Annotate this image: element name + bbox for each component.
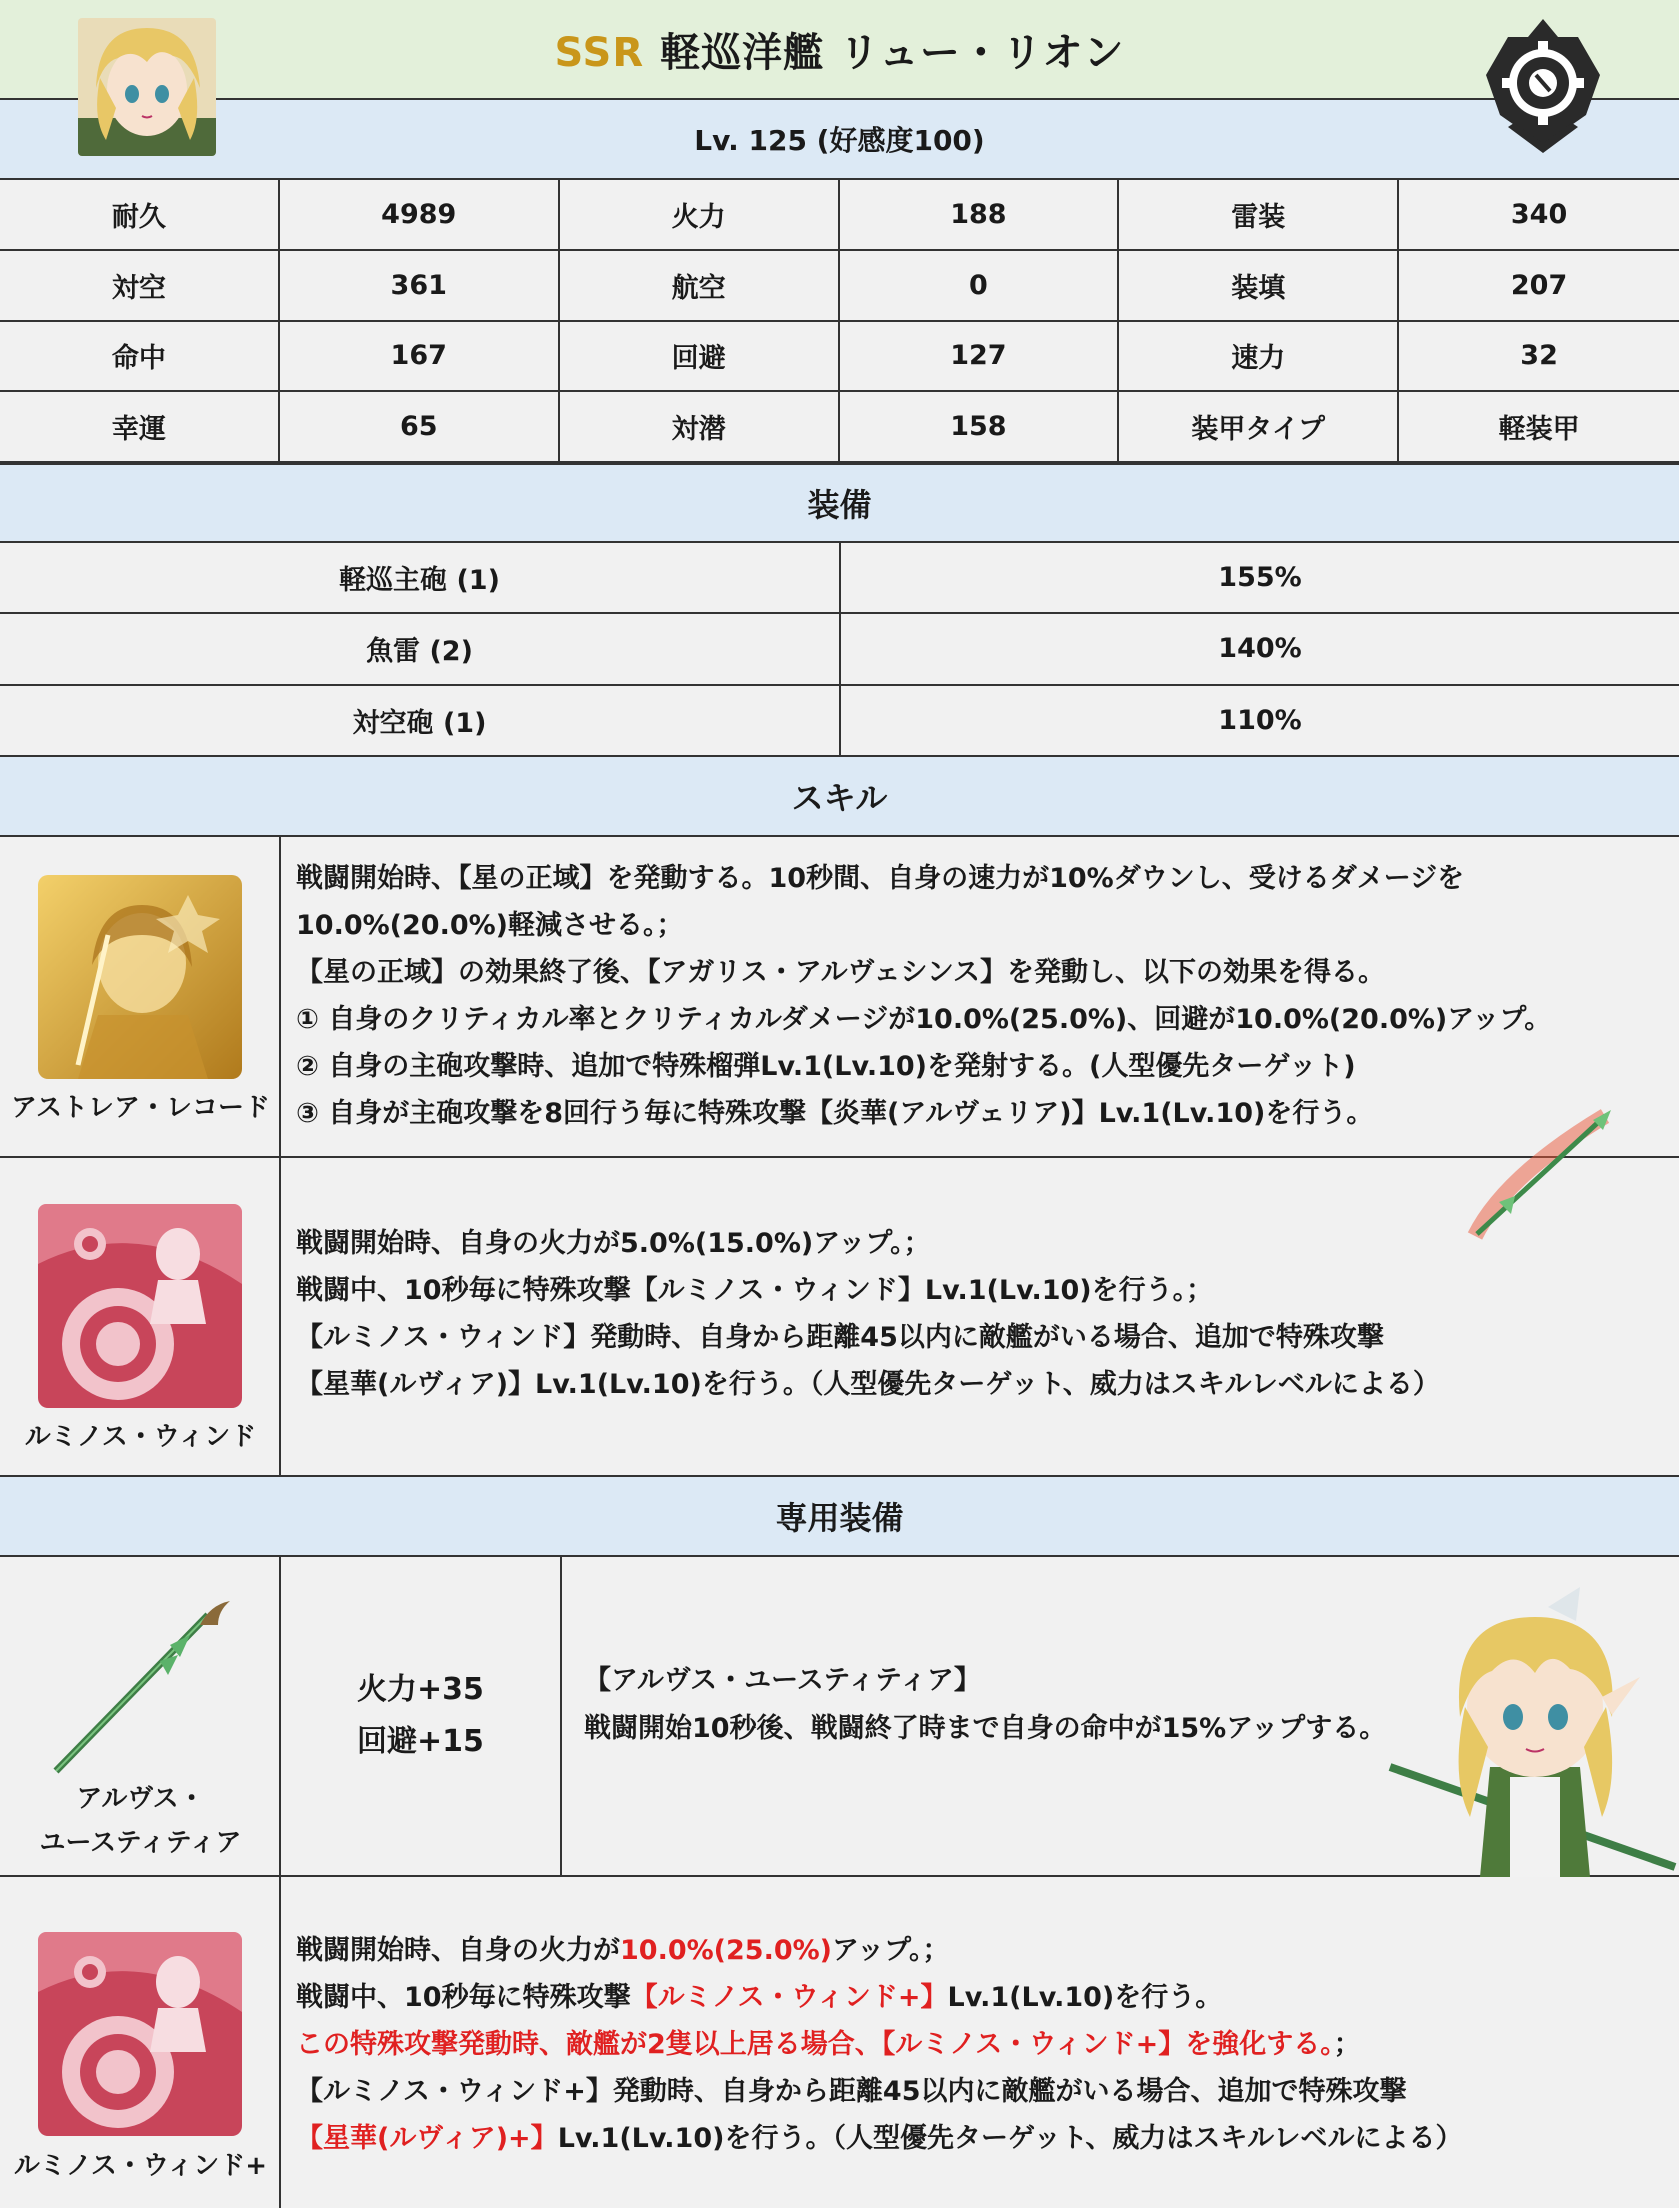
stat-value: 127	[840, 322, 1120, 393]
skill-text-line: 戦闘開始時、自身の火力が5.0%(15.0%)アップ。；	[296, 1228, 931, 1259]
skill-2-description	[296, 1220, 1666, 1408]
exclusive-stats-cell	[281, 1557, 562, 1875]
stat-value: 361	[280, 251, 560, 322]
skill-row-2	[0, 1158, 1679, 1477]
stat-value: 0	[840, 251, 1120, 322]
skill-text-line: ③ 自身が主砲攻撃を8回行う毎に特殊攻撃【炎華(アルヴェリア)】Lv.1(Lv.10)を行う。	[296, 1098, 1374, 1129]
stat-label: 雷装	[1119, 180, 1399, 251]
stat-label: 速力	[1119, 322, 1399, 393]
exclusive-weapon-cell	[0, 1557, 281, 1875]
exclusive-heading	[0, 1477, 1679, 1557]
text-segment: Lv.1(Lv.10)を行う。	[947, 1982, 1223, 2013]
equipment-slot: 魚雷 (2)	[0, 614, 841, 685]
weapon-name-line-2: ユースティティア	[39, 1828, 242, 1858]
equipment-efficiency: 140%	[841, 614, 1679, 685]
stat-label: 航空	[560, 251, 840, 322]
exclusive-effect-text: 戦闘開始10秒後、戦闘終了時まで自身の命中が15%アップする。	[584, 1713, 1387, 1744]
weapon-spear-icon	[40, 1595, 240, 1775]
highlight-segment: この特殊攻撃発動時、敵艦が2隻以上居る場合、【ルミノス・ウィンド+】を強化する。	[296, 2029, 1334, 2060]
skill-2-icon-cell	[0, 1158, 281, 1475]
skill-text-line: 戦闘開始時、【星の正域】を発動する。10秒間、自身の速力が10%ダウンし、受けるダメージを	[296, 863, 1465, 894]
skill-text-line: 10.0%(20.0%)軽減させる。；	[296, 910, 684, 941]
skill-text-line	[296, 1974, 1666, 2021]
stat-value: 340	[1399, 180, 1679, 251]
skill-1-name: アストレア・レコード	[11, 1093, 270, 1123]
equipment-efficiency: 155%	[841, 543, 1679, 614]
skill-1-description	[296, 855, 1666, 1137]
stat-value: 4989	[280, 180, 560, 251]
skill-2-name: ルミノス・ウィンド	[24, 1422, 257, 1452]
skill-text-line	[296, 2115, 1666, 2162]
equipment-slot: 軽巡主砲 (1)	[0, 543, 841, 614]
stat-label: 命中	[0, 322, 280, 393]
stat-label: 装填	[1119, 251, 1399, 322]
skill-text-line	[296, 2021, 1666, 2068]
chibi-character-image	[1380, 1577, 1679, 1877]
skill-icon-luminous-wind-plus	[38, 1932, 242, 2136]
skill-text-line: 【星華(ルヴィア)】Lv.1(Lv.10)を行う。（人型優先ターゲット、威力はスキルレベルによる）	[296, 1369, 1440, 1400]
weapon-spear-icon	[1465, 1106, 1615, 1246]
stat-value: 207	[1399, 251, 1679, 322]
title-bar	[0, 0, 1679, 100]
equipment-table	[0, 543, 1679, 757]
exclusive-heading-text: 専用装備	[775, 1499, 904, 1537]
stat-label: 対潜	[560, 392, 840, 463]
stat-value: 軽装甲	[1399, 392, 1679, 463]
exclusive-stat-evasion: 回避+15	[357, 1724, 484, 1759]
level-text: Lv. 125 (好感度100)	[694, 124, 985, 157]
skill-row-3	[0, 1877, 1679, 2208]
equipment-heading-text: 装備	[807, 486, 872, 524]
text-segment: ；	[1333, 2029, 1361, 2060]
skill-3-description	[296, 1927, 1666, 2162]
exclusive-effect	[584, 1657, 1386, 1753]
skill-icon-astraea-record	[38, 875, 242, 1079]
skill-1-icon-cell	[0, 837, 281, 1156]
highlight-segment: 【星華(ルヴィア)+】	[296, 2123, 558, 2154]
skill-3-icon-cell	[0, 1877, 281, 2208]
highlight-segment: 10.0%(25.0%)	[620, 1935, 833, 1966]
skill-row-1	[0, 837, 1679, 1158]
text-segment: 戦闘中、10秒毎に特殊攻撃	[296, 1982, 631, 2013]
skill-3-name: ルミノス・ウィンド+	[13, 2151, 268, 2181]
stats-table	[0, 180, 1679, 463]
stat-value: 65	[280, 392, 560, 463]
skill-text-line: 【ルミノス・ウィンド】発動時、自身から距離45以内に敵艦がいる場合、追加で特殊攻撃	[296, 1322, 1384, 1353]
exclusive-equipment-row	[0, 1557, 1679, 1877]
stat-label: 耐久	[0, 180, 280, 251]
text-segment: アップ。；	[832, 1935, 950, 1966]
skill-text-line: 【星の正域】の効果終了後、【アガリス・アルヴェシンス】を発動し、以下の効果を得る。	[296, 957, 1386, 988]
text-segment: 戦闘開始時、自身の火力が	[296, 1935, 620, 1966]
stat-value: 158	[840, 392, 1120, 463]
stat-value: 32	[1399, 322, 1679, 393]
equipment-slot: 対空砲 (1)	[0, 686, 841, 757]
highlight-segment: 【ルミノス・ウィンド+】	[630, 1982, 948, 2013]
stat-value: 167	[280, 322, 560, 393]
skill-text-line: ① 自身のクリティカル率とクリティカルダメージが10.0%(25.0%)、回避が10.0%(20.0%)アップ。	[296, 1004, 1552, 1035]
stat-label: 火力	[560, 180, 840, 251]
stat-label: 回避	[560, 322, 840, 393]
stat-label: 装甲タイプ	[1119, 392, 1399, 463]
equipment-heading	[0, 463, 1679, 543]
skill-text-line	[296, 1927, 1666, 1974]
stat-label: 幸運	[0, 392, 280, 463]
stat-value: 188	[840, 180, 1120, 251]
level-bar	[0, 100, 1679, 180]
faction-emblem-icon	[1478, 15, 1608, 160]
skill-text-line: 【ルミノス・ウィンド+】発動時、自身から距離45以内に敵艦がいる場合、追加で特殊攻撃	[296, 2076, 1407, 2107]
character-portrait	[78, 18, 216, 156]
skill-text-line: ② 自身の主砲攻撃時、追加で特殊榴弾Lv.1(Lv.10)を発射する。(人型優先ターゲット)	[296, 1051, 1356, 1082]
equipment-efficiency: 110%	[841, 686, 1679, 757]
stat-label: 対空	[0, 251, 280, 322]
exclusive-stat-firepower: 火力+35	[357, 1672, 484, 1707]
skill-text-line: 戦闘中、10秒毎に特殊攻撃【ルミノス・ウィンド】Lv.1(Lv.10)を行う。；	[296, 1275, 1214, 1306]
page-title	[555, 21, 1125, 78]
rarity-label: SSR	[554, 29, 645, 76]
exclusive-weapon-name	[0, 1777, 281, 1865]
text-segment: Lv.1(Lv.10)を行う。（人型優先ターゲット、威力はスキルレベルによる）	[557, 2123, 1463, 2154]
skills-heading-text: スキル	[791, 779, 888, 817]
ship-name: 軽巡洋艦 リュー・リオン	[660, 29, 1125, 76]
exclusive-effect-title: 【アルヴス・ユースティティア】	[584, 1665, 981, 1696]
weapon-name-line-1: アルヴス・	[76, 1784, 205, 1814]
skills-heading	[0, 757, 1679, 837]
skill-icon-luminous-wind	[38, 1204, 242, 1408]
